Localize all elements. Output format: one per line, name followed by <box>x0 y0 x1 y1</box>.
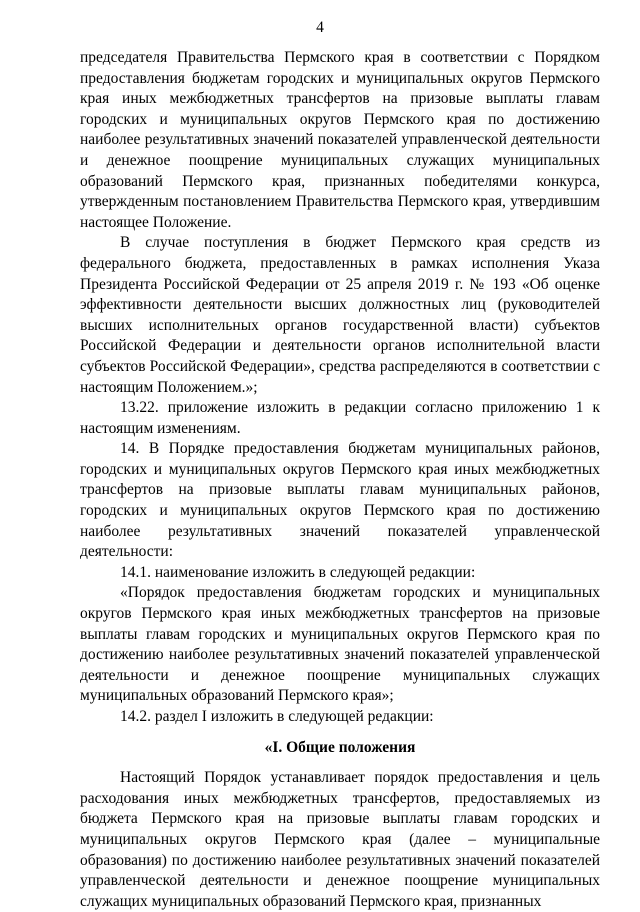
section-heading: «I. Общие положения <box>264 738 416 756</box>
paragraph-14: 14. В Порядке предоставления бюджетам муниципальных районов, городских и муниципальных округов Пермского края иных межбюджетных трансфертов на призовые выплаты главам муниципальных районов, городских и муниципальных округов Пермского края по достижению наиболее результативных значений показателей управленческой деятельности: <box>80 440 600 561</box>
page-number: 4 <box>316 19 324 36</box>
paragraph-new-title: «Порядок предоставления бюджетам городских и муниципальных округов Пермского края иных межбюджетных трансфертов на призовые выплаты главам городских и муниципальных округов Пермского края по достижению наиболее результативных значений показателей управленческой деятельности и денежное поощрение муниципальных служащих муниципальных образований Пермского края»; <box>80 584 600 705</box>
paragraph-14-1: 14.1. наименование изложить в следующей редакции: <box>120 563 476 581</box>
paragraph-14-2: 14.2. раздел I изложить в следующей редакции: <box>120 708 434 725</box>
paragraph-general-provisions: Настоящий Порядок устанавливает порядок предоставления и цель расходования иных межбюджетных трансфертов, предоставляемых из бюджета Пермского края на призовые выплаты главам городских и муниципальных округов Пермского края (далее – муниципальные образования) по достижению наиболее результативных значений показателей управленческой деятельности и денежное поощрение муниципальных служащих муниципальных образований Пермского края, признанных <box>80 769 600 910</box>
document-body <box>80 48 600 912</box>
paragraph-13-22: 13.22. приложение изложить в редакции согласно приложению 1 к настоящим изменениям. <box>80 399 600 437</box>
paragraph-continuation: председателя Правительства Пермского края в соответствии с Порядком предоставления бюджетам городских и муниципальных округов Пермского края иных межбюджетных трансфертов на призовые выплаты главам городских и муниципальных округов Пермского края по достижению наиболее результативных значений показателей управленческой деятельности и денежное поощрение муниципальных служащих муниципальных образований Пермского края, признанных победителями конкурса, утвержденным постановлением Правительства Пермского края, утвердившим настоящее Положение. <box>80 49 600 231</box>
paragraph-federal-budget: В случае поступления в бюджет Пермского края средств из федерального бюджета, предоставленных в рамках исполнения Указа Президента Российской Федерации от 25 апреля 2019 г. № 193 «Об оценке эффективности деятельности высших должностных лиц (руководителей высших исполнительных органов государственной власти) субъектов Российской Федерации и деятельности органов исполнительной власти субъектов Российской Федерации», средства распределяются в соответствии с настоящим Положением.»; <box>80 234 600 396</box>
